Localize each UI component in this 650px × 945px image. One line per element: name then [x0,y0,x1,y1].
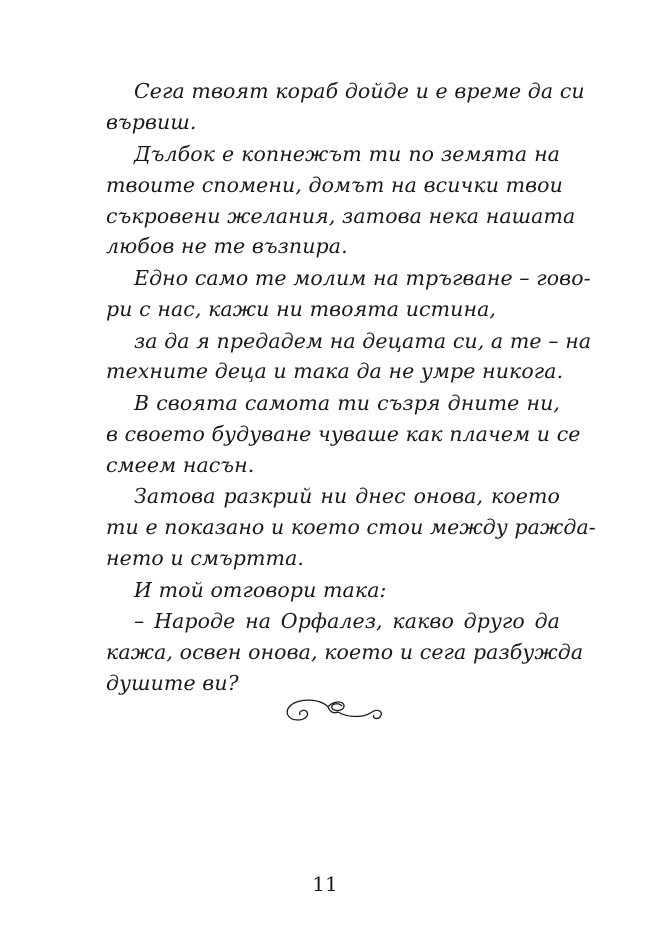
text-line: ти е показано и което стои между ражда- [106,515,596,539]
text-line: Едно само те молим на тръгване – гово- [134,266,591,290]
flourish-divider-icon [282,690,386,730]
text-line: И той отговори така: [134,578,387,602]
text-line: нето и смъртта. [106,546,305,570]
text-line: любов не те възпира. [106,234,348,258]
text-line: Затова разкрий ни днес онова, което [134,484,560,508]
text-line: съкровени желания, затова нека нашата [106,204,576,228]
text-line: Дълбок е копнежът ти по земята на [134,142,560,166]
text-line: за да я предадем на децата си, а те – на [134,329,592,353]
text-line: В своята самота ти съзря дните ни, [134,391,560,415]
text-line: – Народе на Орфалез, какво друго да [134,609,560,633]
page-number: 11 [312,872,338,896]
text-line: техните деца и така да не умре никога. [106,359,564,383]
text-line: душите ви? [106,671,239,695]
text-line: в своето будуване чуваше как плачем и се [106,422,581,446]
text-line: твоите спомени, домът на всички твои [106,173,563,197]
text-line: кажа, освен онова, което и сега разбужда [106,640,584,664]
text-line: Сега твоят кораб дойде и е време да си [134,79,585,103]
text-line: ри с нас, кажи ни твоята истина, [106,297,497,321]
text-line: вървиш. [106,110,197,134]
text-line: смеем насън. [106,453,255,477]
